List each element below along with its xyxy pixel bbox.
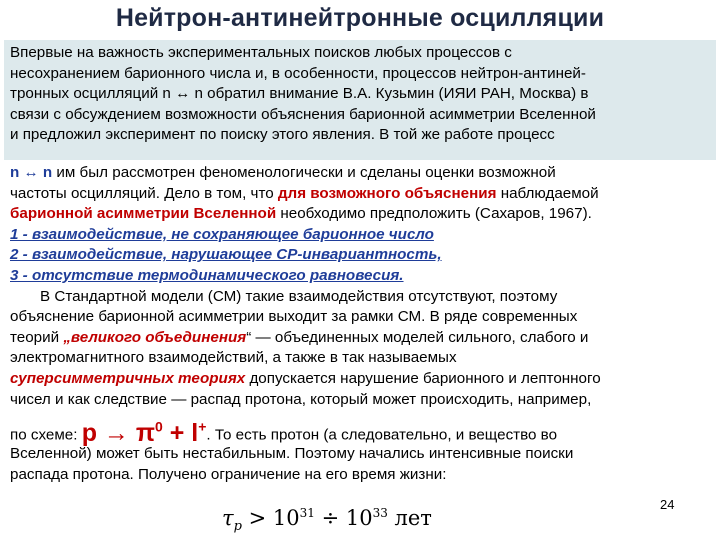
proton-decay-formula: $p \to \pi^0 + l^+$: [81, 419, 207, 448]
intro-line: связи с обсуждением возможности объяснения барионной асимметрии Вселенной: [10, 105, 596, 123]
body-text-span: частоты осцилляций. Дело в том, что: [10, 184, 278, 202]
body-text: [10, 163, 712, 485]
page-number: 24: [660, 497, 675, 512]
intro-box: [4, 40, 716, 160]
body-line: электромагнитного взаимодействий, а также в так называемых: [10, 349, 457, 367]
body-line: распада протона. Получено ограничение на его время жизни:: [10, 465, 447, 483]
body-text-span: по схеме:: [10, 426, 82, 444]
body-text-span: допускается нарушение барионного и лептонного: [245, 369, 601, 387]
body-line: [10, 163, 712, 184]
body-line: [10, 328, 712, 349]
body-text-span: теорий: [10, 328, 64, 346]
highlight-gut: „великого объединения: [63, 328, 247, 346]
oscillation-symbol: n ↔ n: [10, 164, 53, 181]
body-line: Вселенной) может быть нестабильным. Поэтому начались интенсивные поиски: [10, 445, 574, 463]
intro-line: Впервые на важность экспериментальных поисков любых процессов с: [10, 44, 512, 61]
intro-line: несохранением барионного числа и, в особенности, процессов нейтрон-антиней-: [10, 64, 586, 82]
sakharov-condition-1: 1 - взаимодействие, не сохраняющее барионное число: [10, 225, 434, 243]
body-text-span: им был рассмотрен феноменологически и сделаны оценки возможной: [52, 164, 556, 181]
body-line: В Стандартной модели (СМ) такие взаимодействия отсутствуют, поэтому: [40, 287, 558, 305]
body-line: объяснение барионной асимметрии выходит за рамки СМ. В ряде современных: [10, 308, 578, 326]
body-text-span: . То есть протон (а следовательно, и вещество во: [206, 426, 558, 444]
intro-line: и предложил эксперимент по поиску этого явления. В той же работе процесс: [10, 126, 555, 144]
body-text-span: “ — объединенных моделей сильного, слабого и: [246, 328, 589, 346]
body-line: [10, 410, 712, 448]
body-text-span: наблюдаемой: [496, 184, 599, 202]
highlight-asymmetry: барионной асимметрии Вселенной: [10, 205, 277, 223]
slide-title: Нейтрон-антинейтронные осцилляции: [115, 4, 605, 32]
highlight-susy: суперсимметричных теориях: [10, 369, 246, 387]
proton-lifetime-formula: $\tau_p > 10^{31} \div 10^{33}$ лет: [222, 506, 432, 535]
sakharov-condition-2: 2 - взаимодействие, нарушающее CP-инвариантность,: [10, 246, 442, 264]
sakharov-condition-3: 3 - отсутствие термодинамического равновесия.: [10, 266, 404, 284]
intro-line: тронных осцилляций n ↔ n обратил внимание В.А. Кузьмин (ИЯИ РАН, Москва) в: [10, 85, 589, 103]
body-line: [10, 369, 712, 390]
body-line: чисел и как следствие — распад протона, который может происходить, например,: [10, 390, 592, 408]
body-line: [10, 184, 712, 205]
body-text-span: необходимо предположить (Сахаров, 1967).: [276, 205, 592, 223]
body-line: [10, 204, 712, 225]
highlight-explanation: для возможного объяснения: [277, 184, 497, 202]
